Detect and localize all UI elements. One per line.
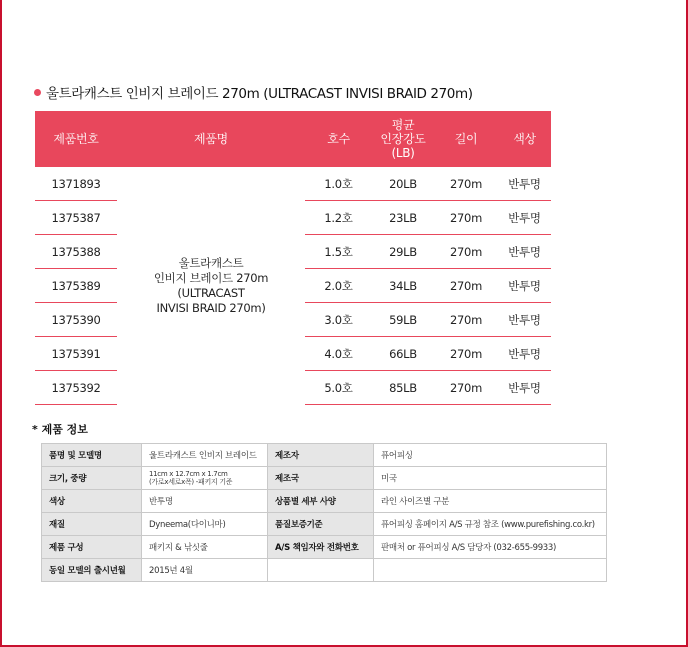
- info-value: 퓨어피싱: [374, 444, 607, 467]
- header-length: 길이: [434, 111, 498, 167]
- info-value: 라인 사이즈별 구분: [374, 490, 607, 513]
- info-value-line: 11cm x 12.7cm x 1.7cm: [149, 470, 228, 478]
- info-row: [42, 467, 607, 490]
- product-name-line: (ULTRACAST: [177, 285, 245, 300]
- product-name-line: INVISI BRAID 270m): [156, 300, 266, 315]
- cell-strength: 66LB: [372, 337, 434, 371]
- cell-size: 1.2호: [305, 201, 372, 235]
- info-label: 색상: [42, 490, 142, 513]
- cell-product-name: [117, 167, 305, 405]
- info-label: 품질보증기준: [268, 513, 374, 536]
- header-color: 색상: [498, 111, 551, 167]
- product-name-line: 인비지 브레이드 270m: [153, 270, 269, 285]
- info-value-line: (가로x세로x폭) -패키지 기준: [149, 478, 233, 486]
- cell-strength: 85LB: [372, 371, 434, 405]
- header-strength-line-3: (LB): [391, 146, 415, 160]
- info-value-size: [142, 467, 268, 490]
- info-row: [42, 490, 607, 513]
- info-label: 품명 및 모델명: [42, 444, 142, 467]
- header-name: 제품명: [117, 111, 305, 167]
- info-table: [41, 443, 607, 582]
- info-heading: * 제품 정보: [32, 423, 88, 436]
- cell-code: 1371893: [35, 167, 117, 201]
- cell-size: 2.0호: [305, 269, 372, 303]
- cell-color: 반투명: [498, 371, 551, 405]
- product-title-row: [34, 83, 473, 101]
- spec-header-row: [35, 111, 551, 167]
- spec-table: [35, 111, 551, 405]
- info-label: 상품별 세부 사양: [268, 490, 374, 513]
- info-value: 2015년 4월: [142, 559, 268, 582]
- cell-length: 270m: [434, 337, 498, 371]
- bullet-icon: [34, 89, 41, 96]
- cell-color: 반투명: [498, 201, 551, 235]
- product-name-line: 울트라캐스트: [178, 255, 244, 270]
- cell-code: 1375389: [35, 269, 117, 303]
- cell-strength: 59LB: [372, 303, 434, 337]
- header-strength: [372, 111, 434, 167]
- cell-color: 반투명: [498, 235, 551, 269]
- cell-size: 3.0호: [305, 303, 372, 337]
- info-value: 울트라캐스트 인비지 브레이드: [142, 444, 268, 467]
- cell-code: 1375392: [35, 371, 117, 405]
- header-strength-line-2: 인장강도: [380, 132, 426, 146]
- cell-strength: 23LB: [372, 201, 434, 235]
- info-empty-cell: [268, 559, 374, 582]
- cell-code: 1375388: [35, 235, 117, 269]
- header-strength-line-1: 평균: [391, 118, 415, 132]
- header-code: 제품번호: [35, 111, 117, 167]
- cell-color: 반투명: [498, 337, 551, 371]
- info-value: 퓨어피싱 홈페이지 A/S 규정 참조 (www.purefishing.co.kr): [374, 513, 607, 536]
- info-label: 제조국: [268, 467, 374, 490]
- cell-length: 270m: [434, 201, 498, 235]
- cell-color: 반투명: [498, 269, 551, 303]
- info-row: [42, 559, 607, 582]
- info-row: [42, 444, 607, 467]
- cell-length: 270m: [434, 269, 498, 303]
- cell-size: 5.0호: [305, 371, 372, 405]
- info-value: Dyneema(다이니마): [142, 513, 268, 536]
- info-label: A/S 책임자와 전화번호: [268, 536, 374, 559]
- cell-length: 270m: [434, 371, 498, 405]
- cell-strength: 29LB: [372, 235, 434, 269]
- info-label: 제품 구성: [42, 536, 142, 559]
- cell-code: 1375390: [35, 303, 117, 337]
- cell-size: 1.5호: [305, 235, 372, 269]
- cell-color: 반투명: [498, 167, 551, 201]
- table-row: [35, 167, 551, 201]
- cell-length: 270m: [434, 167, 498, 201]
- header-size: 호수: [305, 111, 372, 167]
- cell-length: 270m: [434, 235, 498, 269]
- info-label: 크기, 중량: [42, 467, 142, 490]
- info-row: [42, 513, 607, 536]
- cell-color: 반투명: [498, 303, 551, 337]
- info-value: 패키지 & 낚싯줄: [142, 536, 268, 559]
- product-title: 울트라캐스트 인비지 브레이드 270m (ULTRACAST INVISI BRAID 270m): [46, 86, 473, 102]
- cell-size: 1.0호: [305, 167, 372, 201]
- info-label: 재질: [42, 513, 142, 536]
- cell-strength: 34LB: [372, 269, 434, 303]
- info-value: 판매처 or 퓨어피싱 A/S 담당자 (032-655-9933): [374, 536, 607, 559]
- info-label: 제조자: [268, 444, 374, 467]
- info-label: 동일 모델의 출시년월: [42, 559, 142, 582]
- info-value: 미국: [374, 467, 607, 490]
- cell-length: 270m: [434, 303, 498, 337]
- info-value: 반투명: [142, 490, 268, 513]
- info-row: [42, 536, 607, 559]
- cell-code: 1375391: [35, 337, 117, 371]
- info-empty-cell: [374, 559, 607, 582]
- cell-code: 1375387: [35, 201, 117, 235]
- cell-strength: 20LB: [372, 167, 434, 201]
- cell-size: 4.0호: [305, 337, 372, 371]
